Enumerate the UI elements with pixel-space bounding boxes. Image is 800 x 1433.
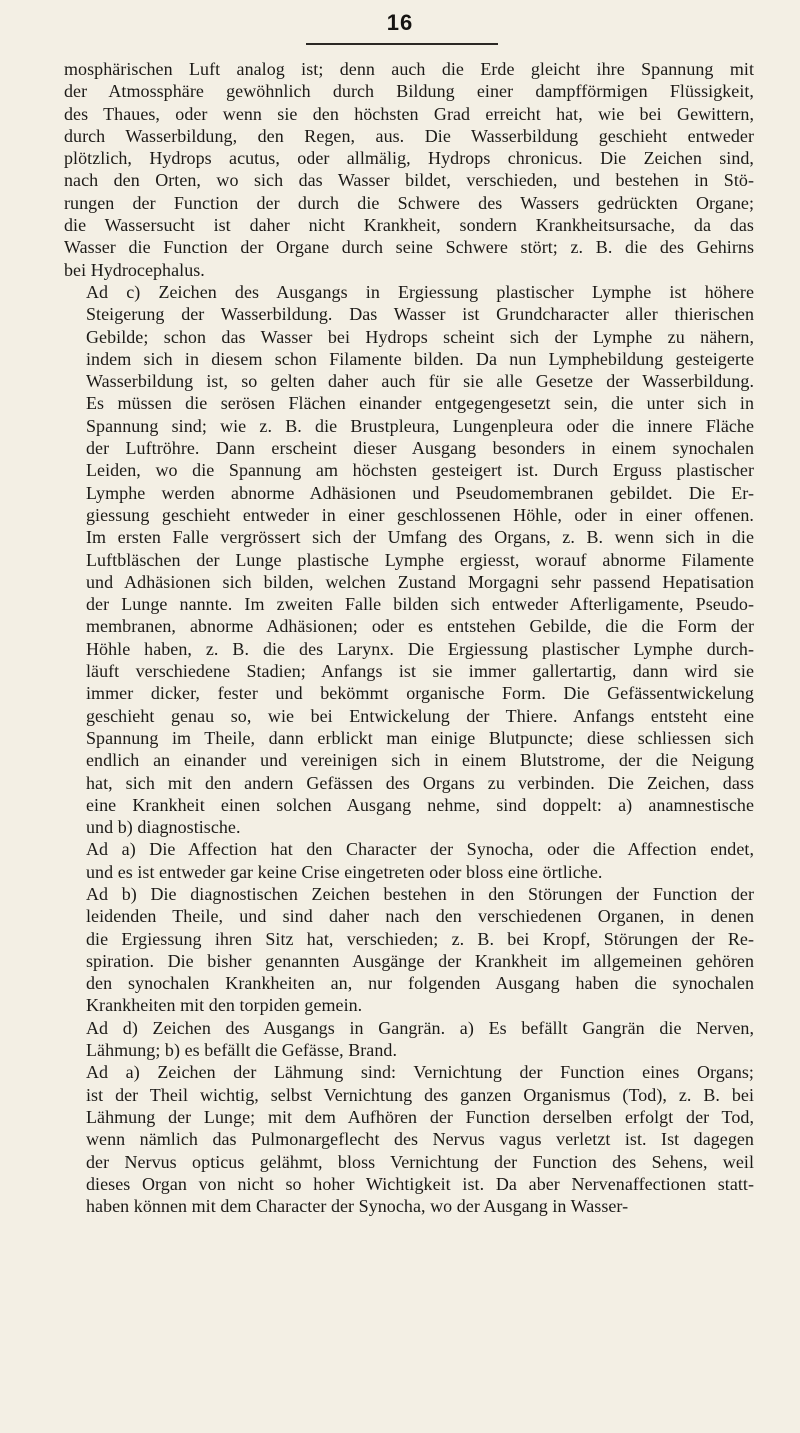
text-line: Gebilde; schon das Wasser bei Hydrops scheint sich der Lymphe zu nähern, <box>86 326 754 347</box>
body-text <box>64 58 754 1217</box>
text-line: nach den Orten, wo sich das Wasser bildet, verschieden, und bestehen in Stö- <box>64 170 754 191</box>
text-line: mosphärischen Luft analog ist; denn auch die Erde gleicht ihre Spannung mit <box>64 59 754 79</box>
text-line: giessung geschieht entweder in einer geschlossenen Höhle, oder in einer offenen. <box>86 504 754 525</box>
text-line: Im ersten Falle vergrössert sich der Umfang des Organs, z. B. wenn sich in die <box>86 527 754 548</box>
text-line: Es müssen die serösen Flächen einander entgegengesetzt sein, die unter sich in <box>86 393 754 414</box>
text-line: Lähmung; b) es befällt die Gefässe, Brand. <box>86 1040 397 1061</box>
text-line: und es ist entweder gar keine Crise eingetreten oder bloss eine örtliche. <box>86 861 603 882</box>
text-line: der Luftröhre. Dann erscheint dieser Ausgang besonders in einem synochalen <box>86 438 754 459</box>
text-line: durch Wasserbildung, den Regen, aus. Die Wasserbildung geschieht entweder <box>64 125 754 146</box>
text-line: Leiden, wo die Spannung am höchsten gesteigert ist. Durch Erguss plastischer <box>86 460 754 481</box>
paragraph <box>64 58 754 281</box>
text-line: haben können mit dem Character der Synocha, wo der Ausgang in Wasser- <box>86 1196 629 1217</box>
text-line: Wasserbildung ist, so gelten daher auch für sie alle Gesetze der Wasserbildung. <box>86 371 754 392</box>
page-header <box>0 12 800 35</box>
text-line: und b) diagnostische. <box>86 817 241 838</box>
paragraph <box>64 281 754 838</box>
paragraph <box>64 1061 754 1217</box>
text-line: Ad a) Zeichen der Lähmung sind: Vernichtung der Function eines Organs; <box>86 1062 754 1083</box>
paragraph <box>64 838 754 883</box>
text-line: Wasser die Function der Organe durch seine Schwere stört; z. B. die des Gehirns <box>64 237 754 258</box>
text-line: der Lunge nannte. Im zweiten Falle bilden sich entweder Afterligamente, Pseudo- <box>86 594 754 615</box>
text-line: indem sich in diesem schon Filamente bilden. Da nun Lymphebildung gesteigerte <box>86 348 754 369</box>
text-line: Spannung im Theile, dann erblickt man einige Blutpuncte; diese schliessen sich <box>86 727 754 748</box>
text-line: leidenden Theile, und sind daher nach den verschiedenen Organen, in denen <box>86 906 754 927</box>
paragraph <box>64 883 754 1017</box>
text-line: rungen der Function der durch die Schwere des Wassers gedrückten Organe; <box>64 192 754 213</box>
text-line: Ad c) Zeichen des Ausgangs in Ergiessung plastischer Lymphe ist höhere <box>86 281 754 302</box>
text-line: geschieht genau so, wie bei Entwickelung der Thiere. Anfangs entsteht eine <box>86 705 754 726</box>
text-line: Ad a) Die Affection hat den Character der Synocha, oder die Affection endet, <box>86 839 754 860</box>
text-line: ist der Theil wichtig, selbst Vernichtung des ganzen Organismus (Tod), z. B. bei <box>86 1084 754 1105</box>
text-line: eine Krankheit einen solchen Ausgang nehme, sind doppelt: a) anamnestische <box>86 794 754 815</box>
text-line: endlich an einander und vereinigen sich in einem Blutstrome, der die Neigung <box>86 750 754 771</box>
text-line: die Wassersucht ist daher nicht Krankheit, sondern Krankheitsursache, da das <box>64 215 754 236</box>
text-line: und Adhäsionen sich bilden, welchen Zustand Morgagni sehr passend Hepatisation <box>86 571 754 592</box>
text-line: der Atmossphäre gewöhnlich durch Bildung einer dampfförmigen Flüssigkeit, <box>64 81 754 102</box>
text-line: Steigerung der Wasserbildung. Das Wasser ist Grundcharacter aller thierischen <box>86 304 754 325</box>
text-line: spiration. Die bisher genannten Ausgänge der Krankheit im allgemeinen gehören <box>86 950 754 971</box>
page-number: 16 <box>386 10 414 35</box>
text-line: Krankheiten mit den torpiden gemein. <box>86 995 363 1016</box>
text-line: membranen, abnorme Adhäsionen; oder es entstehen Gebilde, die die Form der <box>86 616 754 637</box>
text-line: dieses Organ von nicht so hoher Wichtigkeit ist. Da aber Nervenaffectionen statt- <box>86 1173 754 1194</box>
text-line: Ad b) Die diagnostischen Zeichen bestehen in den Störungen der Function der <box>86 883 754 904</box>
text-line: Höhle haben, z. B. die des Larynx. Die Ergiessung plastischer Lymphe durch- <box>86 638 754 659</box>
text-line: Ad d) Zeichen des Ausgangs in Gangrän. a) Es befällt Gangrän die Nerven, <box>86 1017 754 1038</box>
text-line: den synochalen Krankheiten an, nur folgenden Ausgang haben die synochalen <box>86 973 754 994</box>
text-line: bei Hydrocephalus. <box>64 259 205 280</box>
text-line: hat, sich mit den andern Gefässen des Organs zu verbinden. Die Zeichen, dass <box>86 772 754 793</box>
text-line: Luftbläschen der Lunge plastische Lymphe ergiesst, worauf abnorme Filamente <box>86 549 754 570</box>
text-line: läuft verschiedene Stadien; Anfangs ist sie immer gallertartig, dann wird sie <box>86 661 754 682</box>
text-line: der Nervus opticus gelähmt, bloss Vernichtung der Function des Sehens, weil <box>86 1151 754 1172</box>
paragraph <box>64 1017 754 1062</box>
text-line: wenn nämlich das Pulmonargeflecht des Nervus vagus verletzt ist. Ist dagegen <box>86 1129 754 1150</box>
text-line: plötzlich, Hydrops acutus, oder allmälig, Hydrops chronicus. Die Zeichen sind, <box>64 148 754 169</box>
text-line: die Ergiessung ihren Sitz hat, verschieden; z. B. bei Kropf, Störungen der Re- <box>86 928 754 949</box>
header-rule <box>306 43 498 45</box>
text-line: Lymphe werden abnorme Adhäsionen und Pseudomembranen gebildet. Die Er- <box>86 482 754 503</box>
text-line: immer dicker, fester und bekömmt organische Form. Die Gefässentwickelung <box>86 683 754 704</box>
text-line: des Thaues, oder wenn sie den höchsten Grad erreicht hat, wie bei Gewittern, <box>64 103 754 124</box>
text-line: Spannung sind; wie z. B. die Brustpleura, Lungenpleura oder die innere Fläche <box>86 415 754 436</box>
text-line: Lähmung der Lunge; mit dem Aufhören der Function derselben erfolgt der Tod, <box>86 1106 754 1127</box>
